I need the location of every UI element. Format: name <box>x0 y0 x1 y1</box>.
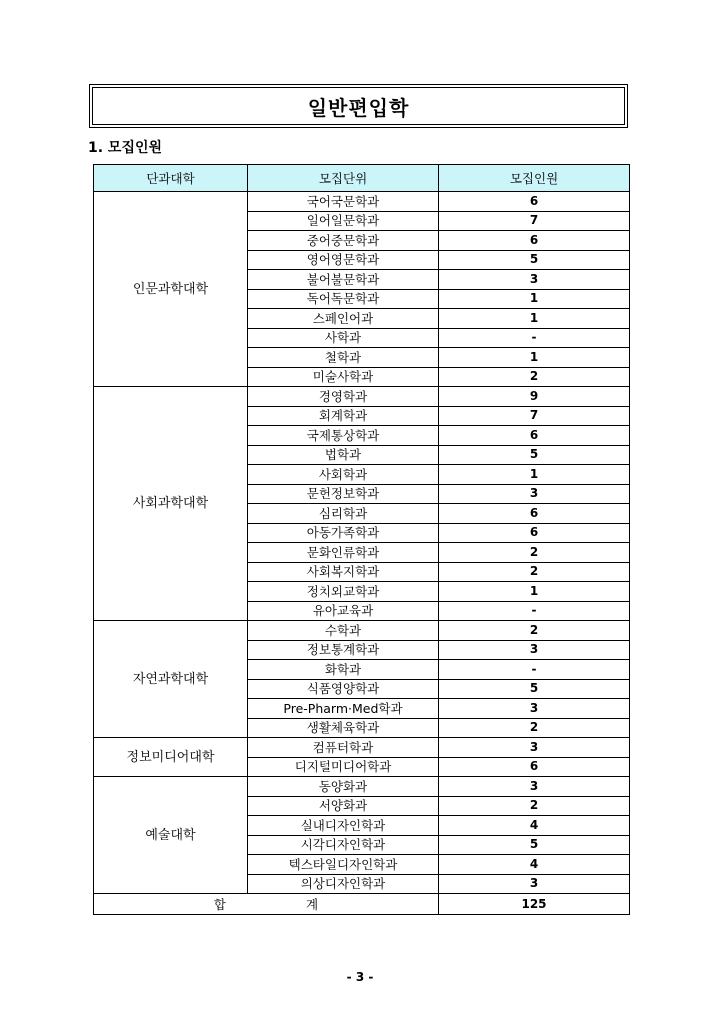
count-cell: 6 <box>439 192 630 212</box>
unit-cell: 사회복지학과 <box>248 562 439 582</box>
count-cell: 6 <box>439 757 630 777</box>
unit-cell: 실내디자인학과 <box>248 816 439 836</box>
unit-cell: 아동가족학과 <box>248 523 439 543</box>
unit-cell: 정치외교학과 <box>248 582 439 602</box>
count-cell: 1 <box>439 582 630 602</box>
table-row <box>94 621 630 641</box>
total-row <box>94 894 630 915</box>
unit-cell: 철학과 <box>248 348 439 368</box>
unit-cell: 사학과 <box>248 328 439 348</box>
unit-cell: 불어불문학과 <box>248 270 439 290</box>
count-cell: 5 <box>439 679 630 699</box>
count-cell: 3 <box>439 777 630 797</box>
unit-cell: 일어일문학과 <box>248 211 439 231</box>
college-cell: 정보미디어대학 <box>94 738 248 777</box>
unit-cell: 텍스타일디자인학과 <box>248 855 439 875</box>
unit-cell: 스페인어과 <box>248 309 439 329</box>
count-cell: 6 <box>439 523 630 543</box>
unit-cell: 법학과 <box>248 445 439 465</box>
unit-cell: 컴퓨터학과 <box>248 738 439 758</box>
unit-cell: 화학과 <box>248 660 439 680</box>
count-cell: 5 <box>439 445 630 465</box>
college-cell: 예술대학 <box>94 777 248 894</box>
count-cell: 4 <box>439 816 630 836</box>
unit-cell: 중어중문학과 <box>248 231 439 251</box>
college-cell: 자연과학대학 <box>94 621 248 738</box>
count-cell: 2 <box>439 621 630 641</box>
unit-cell: Pre-Pharm·Med학과 <box>248 699 439 719</box>
unit-cell: 생활체육학과 <box>248 718 439 738</box>
unit-cell: 문화인류학과 <box>248 543 439 563</box>
table-header-row <box>94 165 630 192</box>
header-unit: 모집단위 <box>248 165 439 192</box>
count-cell: 3 <box>439 270 630 290</box>
title-box <box>89 84 628 128</box>
count-cell: 3 <box>439 484 630 504</box>
count-cell: 9 <box>439 387 630 407</box>
total-label-sum: 합 <box>213 896 226 912</box>
header-college: 단과대학 <box>94 165 248 192</box>
unit-cell: 서양화과 <box>248 796 439 816</box>
unit-cell: 국제통상학과 <box>248 426 439 446</box>
unit-cell: 시각디자인학과 <box>248 835 439 855</box>
count-cell: 2 <box>439 543 630 563</box>
count-cell: 1 <box>439 289 630 309</box>
unit-cell: 미술사학과 <box>248 367 439 387</box>
count-cell: 3 <box>439 640 630 660</box>
unit-cell: 회계학과 <box>248 406 439 426</box>
unit-cell: 동양화과 <box>248 777 439 797</box>
unit-cell: 수학과 <box>248 621 439 641</box>
table-row <box>94 777 630 797</box>
unit-cell: 정보통계학과 <box>248 640 439 660</box>
count-cell: 7 <box>439 211 630 231</box>
count-cell: 1 <box>439 348 630 368</box>
unit-cell: 사회학과 <box>248 465 439 485</box>
count-cell: - <box>439 328 630 348</box>
table-row <box>94 192 630 212</box>
count-cell: 6 <box>439 504 630 524</box>
unit-cell: 의상디자인학과 <box>248 874 439 894</box>
section-heading: 1. 모집인원 <box>88 140 163 156</box>
count-cell: 3 <box>439 738 630 758</box>
count-cell: 4 <box>439 855 630 875</box>
count-cell: - <box>439 601 630 621</box>
total-label-cell <box>94 894 439 915</box>
unit-cell: 심리학과 <box>248 504 439 524</box>
page-number: - 3 - <box>346 970 374 984</box>
count-cell: 3 <box>439 874 630 894</box>
total-label-total: 계 <box>306 896 319 912</box>
college-cell: 인문과학대학 <box>94 192 248 387</box>
table-row <box>94 387 630 407</box>
unit-cell: 문헌정보학과 <box>248 484 439 504</box>
header-count: 모집인원 <box>439 165 630 192</box>
unit-cell: 유아교육과 <box>248 601 439 621</box>
unit-cell: 국어국문학과 <box>248 192 439 212</box>
page-title: 일반편입학 <box>307 95 410 120</box>
recruitment-table <box>93 164 630 915</box>
table-body <box>94 192 630 915</box>
count-cell: 2 <box>439 562 630 582</box>
count-cell: 5 <box>439 250 630 270</box>
count-cell: 6 <box>439 426 630 446</box>
table-row <box>94 738 630 758</box>
count-cell: 5 <box>439 835 630 855</box>
count-cell: 7 <box>439 406 630 426</box>
count-cell: 2 <box>439 796 630 816</box>
count-cell: 6 <box>439 231 630 251</box>
count-cell: 3 <box>439 699 630 719</box>
count-cell: 1 <box>439 465 630 485</box>
total-count-cell: 125 <box>439 894 630 915</box>
count-cell: 1 <box>439 309 630 329</box>
college-cell: 사회과학대학 <box>94 387 248 621</box>
unit-cell: 독어독문학과 <box>248 289 439 309</box>
unit-cell: 경영학과 <box>248 387 439 407</box>
count-cell: 2 <box>439 718 630 738</box>
unit-cell: 디지털미디어학과 <box>248 757 439 777</box>
count-cell: - <box>439 660 630 680</box>
count-cell: 2 <box>439 367 630 387</box>
unit-cell: 식품영양학과 <box>248 679 439 699</box>
unit-cell: 영어영문학과 <box>248 250 439 270</box>
